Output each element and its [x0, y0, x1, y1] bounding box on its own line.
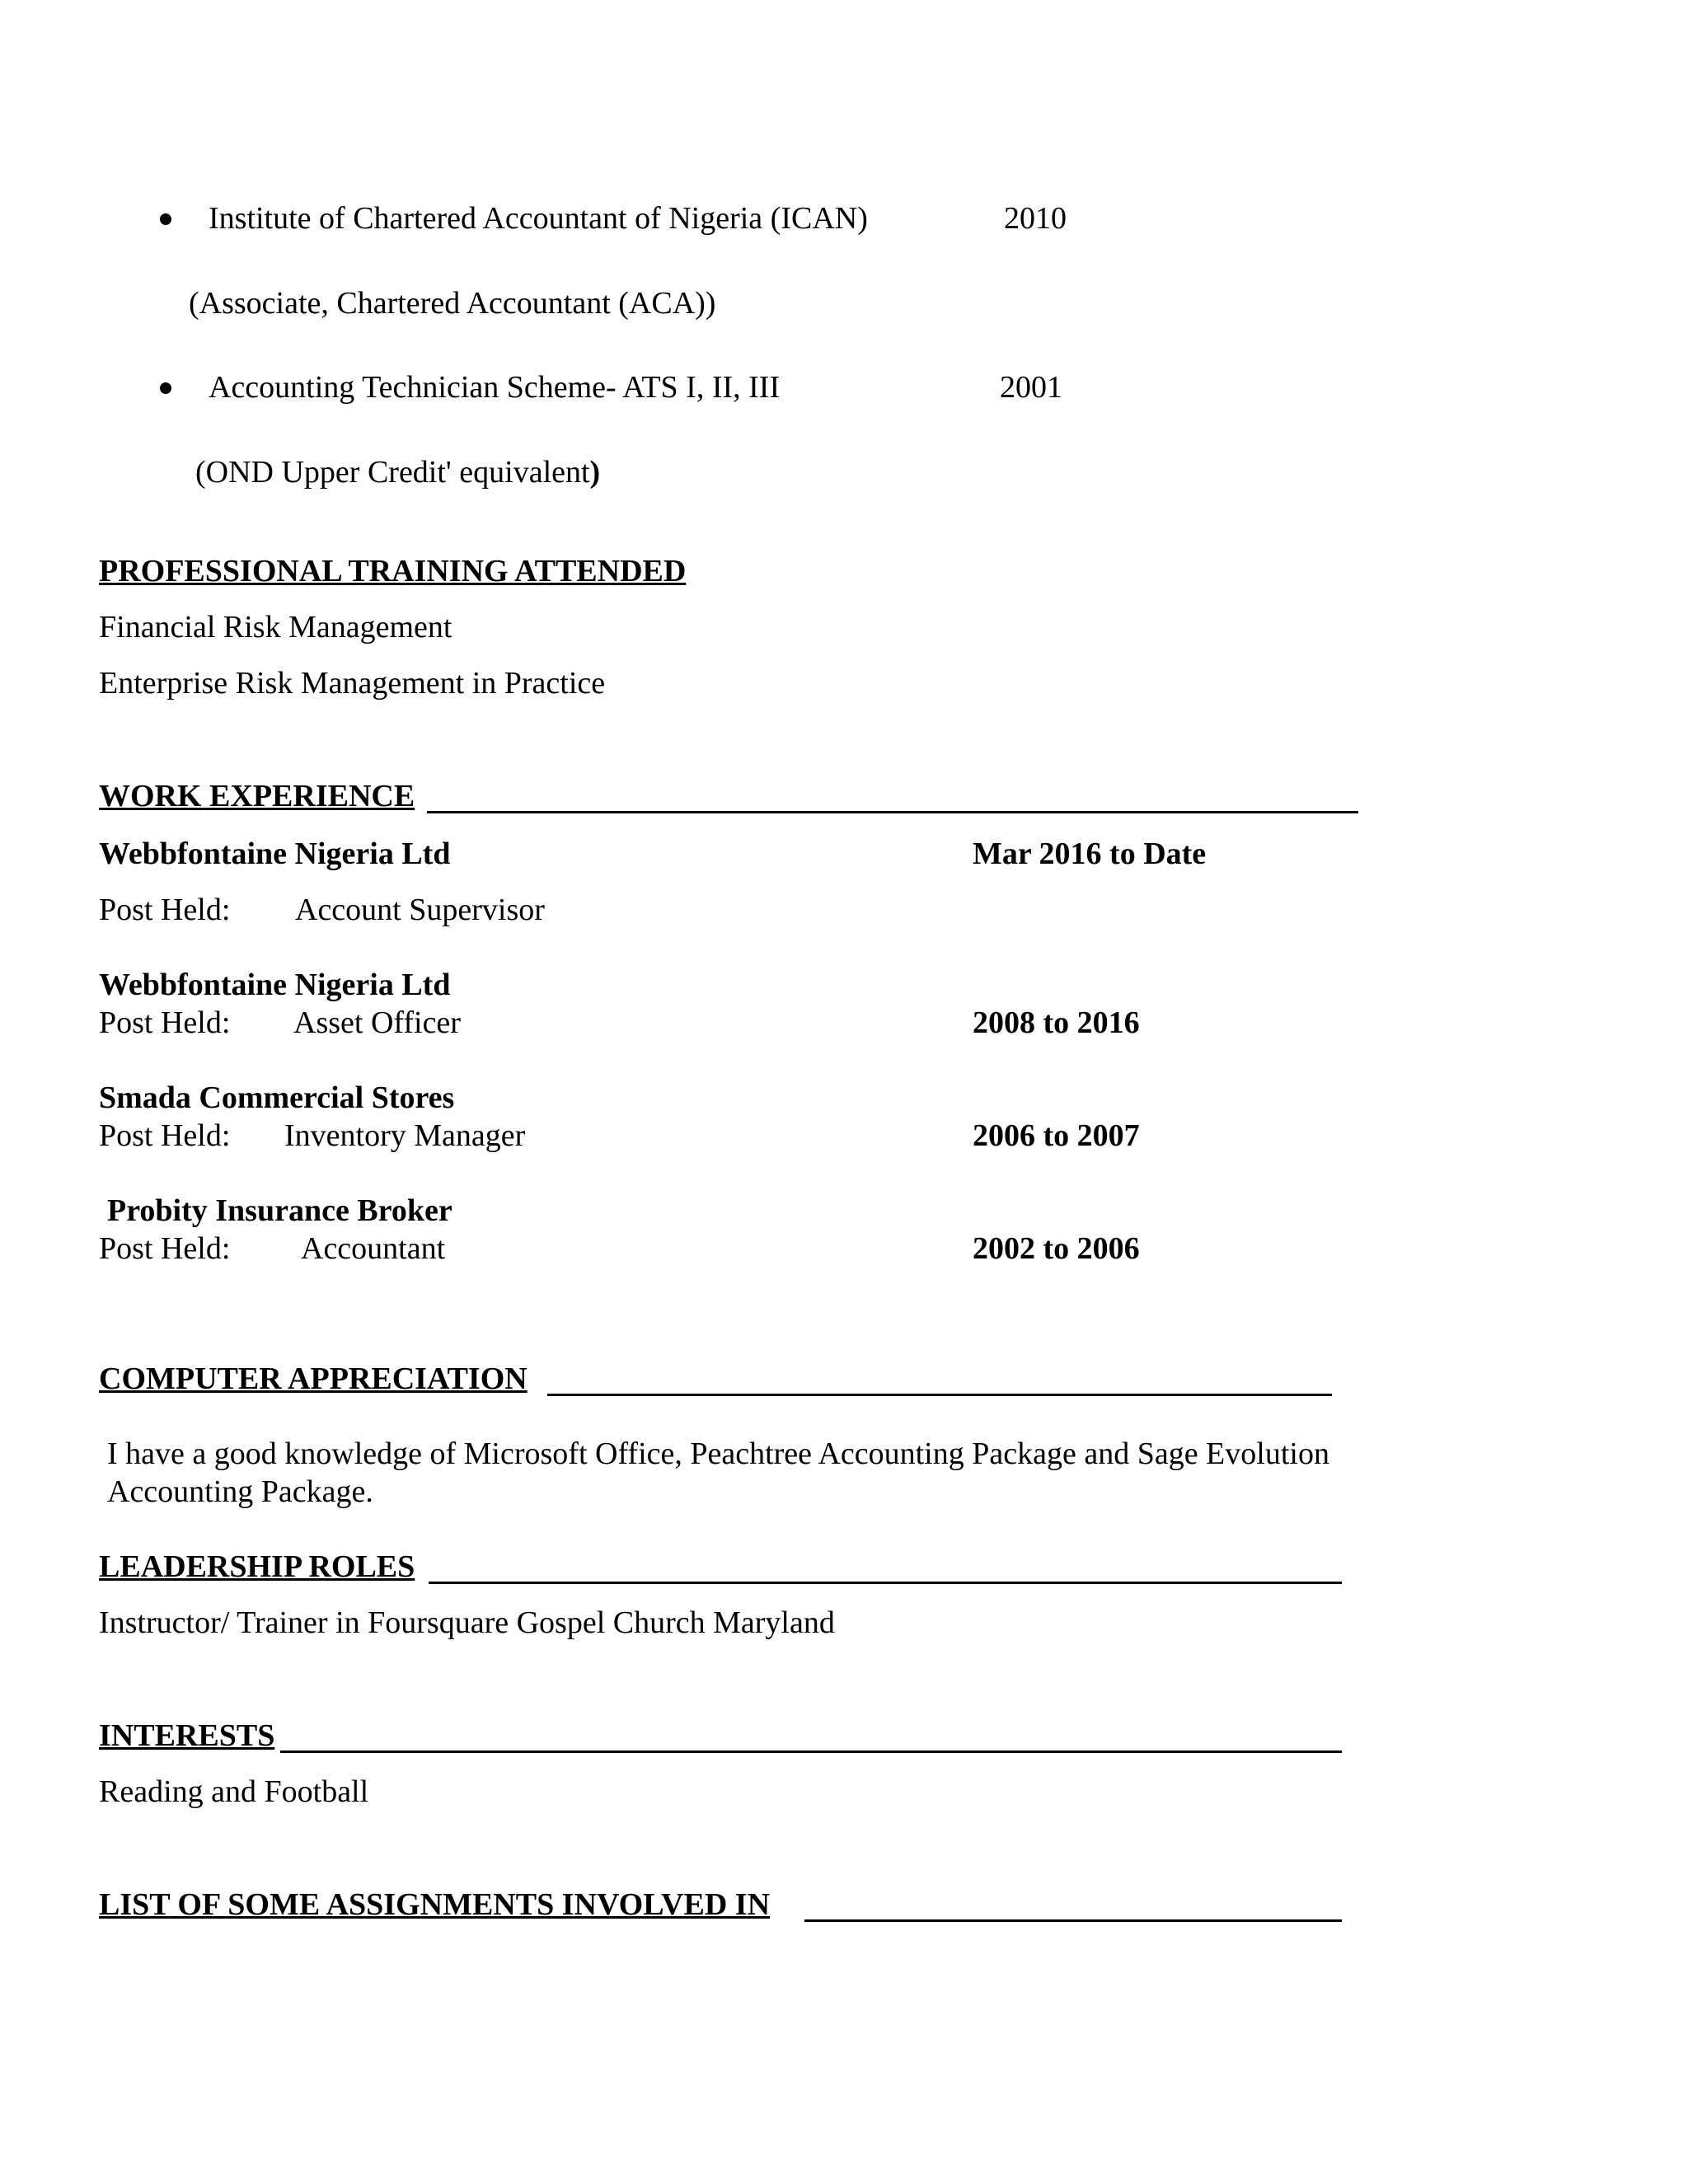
- job-company: Smada Commercial Stores: [99, 1080, 455, 1115]
- bullet-icon: [160, 382, 171, 394]
- heading-rule: [429, 1582, 1342, 1584]
- job-post-label: Post Held:: [99, 893, 231, 927]
- qualification-note: (Associate, Chartered Accountant (ACA)): [189, 286, 716, 321]
- qualification-year: 2010: [1004, 201, 1067, 236]
- job-period: 2006 to 2007: [973, 1118, 1140, 1153]
- job-post: Accountant: [301, 1231, 446, 1266]
- job-period: Mar 2016 to Date: [973, 837, 1207, 871]
- job-company: Webbfontaine Nigeria Ltd: [99, 968, 451, 1002]
- section-heading-computer: COMPUTER APPRECIATION: [99, 1361, 528, 1396]
- section-heading-interests: INTERESTS: [99, 1718, 275, 1753]
- job-post-label: Post Held:: [99, 1231, 231, 1266]
- qualification-note: [195, 453, 600, 491]
- section-heading-leadership: LEADERSHIP ROLES: [99, 1549, 415, 1584]
- job-post-label: Post Held:: [99, 1118, 231, 1153]
- qualification-note-close: ): [589, 455, 601, 490]
- job-company: Webbfontaine Nigeria Ltd: [99, 837, 451, 871]
- training-item: Enterprise Risk Management in Practice: [99, 666, 606, 701]
- job-post: Asset Officer: [293, 1005, 461, 1040]
- qualification-year: 2001: [1000, 370, 1062, 405]
- computer-text: Accounting Package.: [107, 1474, 373, 1509]
- bullet-icon: [160, 213, 171, 225]
- interests-text: Reading and Football: [99, 1774, 369, 1809]
- job-period: 2002 to 2006: [973, 1231, 1140, 1266]
- computer-text: I have a good knowledge of Microsoft Office, Peachtree Accounting Package and Sage Evolution: [107, 1436, 1329, 1471]
- job-period: 2008 to 2016: [973, 1005, 1140, 1040]
- heading-rule: [804, 1919, 1342, 1922]
- job-post-label: Post Held:: [99, 1005, 231, 1040]
- job-post: Inventory Manager: [284, 1118, 526, 1153]
- qualification-title: Institute of Chartered Accountant of Nigeria (ICAN): [209, 201, 868, 236]
- job-company: Probity Insurance Broker: [107, 1193, 452, 1228]
- job-post: Account Supervisor: [295, 893, 545, 927]
- leadership-text: Instructor/ Trainer in Foursquare Gospel Church Maryland: [99, 1605, 835, 1640]
- qualification-title: Accounting Technician Scheme- ATS I, II, III: [209, 370, 781, 405]
- training-item: Financial Risk Management: [99, 610, 452, 644]
- section-heading-training: PROFESSIONAL TRAINING ATTENDED: [99, 554, 687, 588]
- section-heading-assignments: LIST OF SOME ASSIGNMENTS INVOLVED IN: [99, 1887, 771, 1922]
- qualification-note-text: (OND Upper Credit' equivalent: [195, 455, 590, 490]
- heading-rule: [280, 1750, 1342, 1753]
- heading-rule: [547, 1394, 1332, 1396]
- section-heading-work: WORK EXPERIENCE: [99, 779, 415, 813]
- heading-rule: [427, 811, 1358, 813]
